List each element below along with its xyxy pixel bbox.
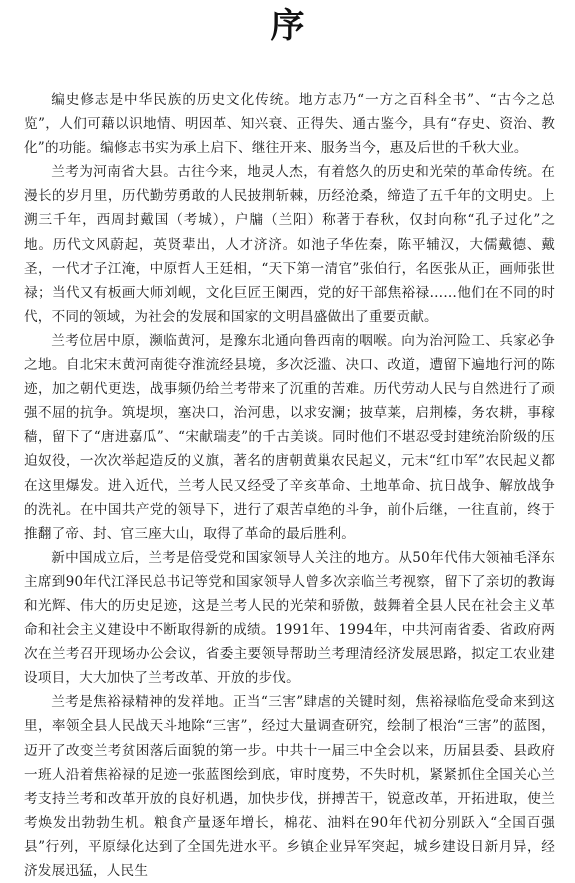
paragraph: 兰考是焦裕禄精神的发祥地。正当“三害”肆虐的关键时刻，焦裕禄临危受命来到这里，率领全县人民战天斗地除“三害”，经过大量调查研究，绘制了根治“三害”的蓝图，迈开了改变兰考贫困落后面貌的第一步。中共十一届三中全会以来，历届县委、县政府一班人沿着焦裕禄的足迹一张蓝图绘到底，审时度势，不失时机，紧紧抓住全国关心兰考支持兰考和改革开放的良好机遇，加快步伐，拼搏苦干，锐意改革，开拓进取，使兰考焕发出勃勃生机。粮食产量逐年增长，棉花、油料在90年代初分别跃入“全国百强县”行列，平原绿化达到了全国先进水平。乡镇企业异军突起，城乡建设日新月异，经济发展迅猛，人民生 <box>24 694 555 879</box>
paragraph: 兰考位居中原，濒临黄河，是豫东北通向鲁西南的咽喉。向为治河险工、兵家必争之地。自北宋末黄河南徙夺淮流经县境，多次泛滥、决口、改道，遭留下遍地行河的陈迹，加之朝代更迭，战事频仍给兰考带来了沉重的苦难。历代劳动人民与自然进行了顽强不屈的抗争。筑堤坝，塞决口，治河患，以求安澜；披草莱，启荆榛，务农耕，事稼穑，留下了“唐进嘉瓜”、“宋献瑞麦”的千古美谈。同时他们不堪忍受封建统治阶级的压迫奴役，一次次举起造反的义旗，著名的唐朝黄巢农民起义，元末“红巾军”农民起义都在这里爆发。进入近代，兰考人民又经受了辛亥革命、土地革命、抗日战争、解放战争的洗礼。在中国共产党的领导下，进行了艰苦卓绝的斗争，前仆后继，一往直前，终于推翻了帝、封、官三座大山，取得了革命的最后胜利。 <box>24 332 555 542</box>
paragraph: 兰考为河南省大县。古往今来，地灵人杰，有着悠久的历史和光荣的革命传统。在漫长的岁月里，历代勤劳勇敢的人民披荆斩棘，历经沧桑，缔造了五千年的文明史。上溯三千年，西周封戴国（考城），户牖（兰阳）称著于春秋，仅封向称“孔子过化”之地。历代文风蔚起，英贤辈出，人才济济。如池子华佐秦，陈平辅汉，大儒戴德、戴圣，一代才子江淹，中原哲人王廷相，“天下第一清官”张伯行，名医张从正，画师张世禄；当代又有板画大师刘岘，文化巨匠王阑西，党的好干部焦裕禄……他们在不同的时代，不同的领域，为社会的发展和国家的文明昌盛做出了重要贡献。 <box>24 164 555 325</box>
preface-body <box>24 88 555 883</box>
paragraph: 新中国成立后，兰考是倍受党和国家领导人关注的地方。从50年代伟大领袖毛泽东主席到90年代江泽民总书记等党和国家领导人曾多次亲临兰考视察，留下了亲切的教诲和光辉、伟大的历史足迹，这是兰考人民的光荣和骄傲，鼓舞着全县人民在社会主义革命和社会主义建设中不断取得新的成绩。1991年、1994年，中共河南省委、省政府两次在兰考召开现场办公会议，省委主要领导帮助兰考理清经济发展思路，拟定工农业建设项目，大大加快了兰考改革、开放的步伐。 <box>24 549 555 687</box>
page-title: 序 <box>270 6 305 46</box>
paragraph: 编史修志是中华民族的历史文化传统。地方志乃“一方之百科全书”、“古今之总览”，人们可藉以识地情、明因革、知兴衰、正得失、通古鉴今，具有“存史、资治、教化”的功能。编修志书实为承上启下、继往开来、服务当今，惠及后世的千秋大业。 <box>24 92 555 157</box>
